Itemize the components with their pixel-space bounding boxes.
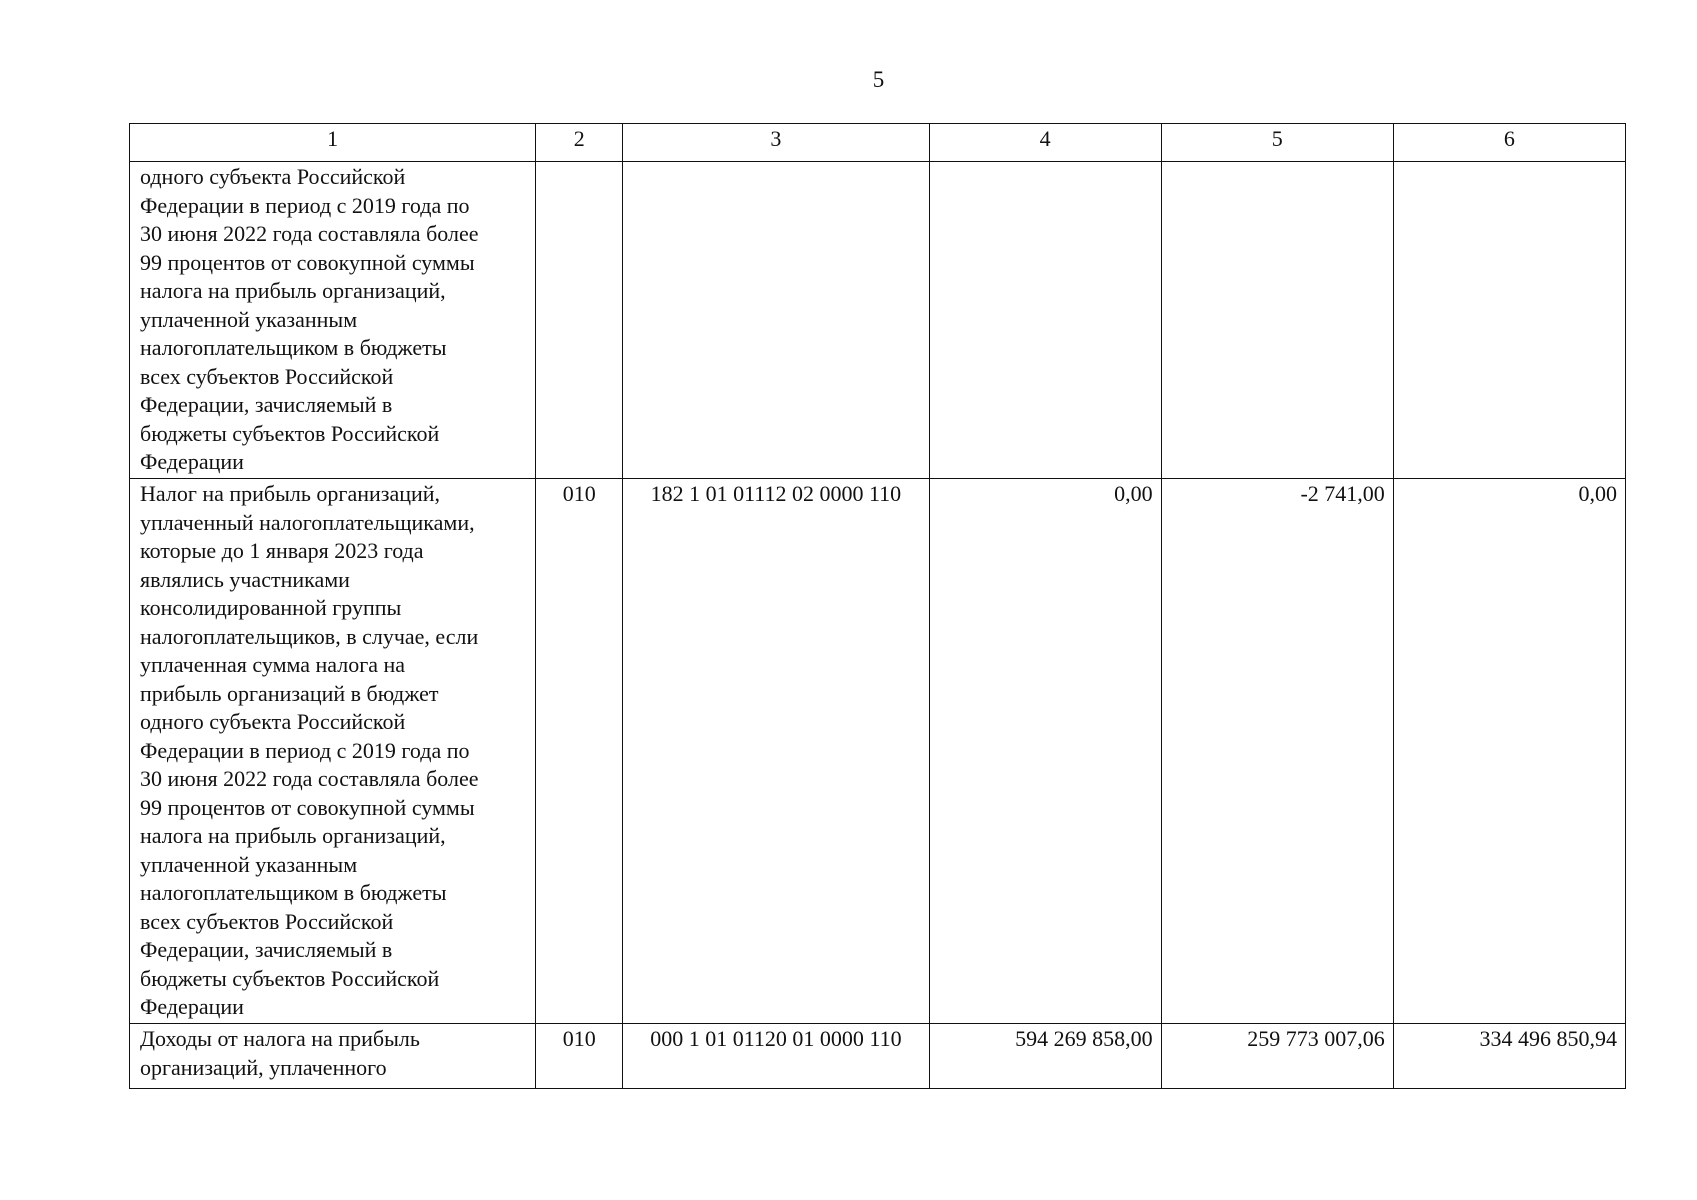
row-name-text: Налог на прибыль организаций, уплаченный налогоплательщиками, которые до 1 января 2023 года являлись участниками консолидированной группы налогоплательщиков, в случае, если уплаченная сумма налога на прибыль организаций в бюджет одного субъекта Российской Федерации в период с 2019 года по 30 июня 2022 года составляла более 99 процентов от совокупной суммы налога на прибыль организаций, уплаченной указанным налогоплательщиком в бюджеты всех субъектов Российской Федерации, зачисляемый в бюджеты субъектов Российской Федерации	[140, 481, 479, 1019]
row-code-cell	[536, 162, 623, 479]
table-body	[130, 162, 1626, 1089]
row-name-text: одного субъекта Российской Федерации в период с 2019 года по 30 июня 2022 года составляла более 99 процентов от совокупной суммы налога на прибыль организаций, уплаченной указанным налогоплательщиком в бюджеты всех субъектов Российской Федерации, зачисляемый в бюджеты субъектов Российской Федерации	[140, 164, 479, 474]
header-row	[130, 124, 1626, 162]
table-row	[130, 162, 1626, 479]
row-value-col4: 594 269 858,00	[929, 1024, 1161, 1089]
header-col-1: 1	[130, 124, 536, 162]
header-col-2: 2	[536, 124, 623, 162]
row-value-col5: -2 741,00	[1161, 479, 1393, 1024]
row-value-col6	[1393, 162, 1625, 479]
table-row	[130, 1024, 1626, 1089]
header-col-4: 4	[929, 124, 1161, 162]
row-kbk-cell	[623, 162, 929, 479]
row-code-cell: 010	[536, 479, 623, 1024]
table-row	[130, 479, 1626, 1024]
row-kbk-cell: 000 1 01 01120 01 0000 110	[623, 1024, 929, 1089]
row-value-col5	[1161, 162, 1393, 479]
row-value-col6: 334 496 850,94	[1393, 1024, 1625, 1089]
row-kbk-cell: 182 1 01 01112 02 0000 110	[623, 479, 929, 1024]
header-col-6: 6	[1393, 124, 1625, 162]
row-name-text: Доходы от налога на прибыль организаций, уплаченного	[140, 1026, 420, 1080]
row-name-cell	[130, 1024, 536, 1089]
report-table	[129, 123, 1626, 1089]
row-value-col5: 259 773 007,06	[1161, 1024, 1393, 1089]
table-header	[130, 124, 1626, 162]
header-col-3: 3	[623, 124, 929, 162]
row-code-cell: 010	[536, 1024, 623, 1089]
row-name-cell	[130, 162, 536, 479]
header-col-5: 5	[1161, 124, 1393, 162]
row-value-col6: 0,00	[1393, 479, 1625, 1024]
row-value-col4	[929, 162, 1161, 479]
page-number: 5	[872, 67, 885, 92]
row-value-col4: 0,00	[929, 479, 1161, 1024]
row-name-cell	[130, 479, 536, 1024]
